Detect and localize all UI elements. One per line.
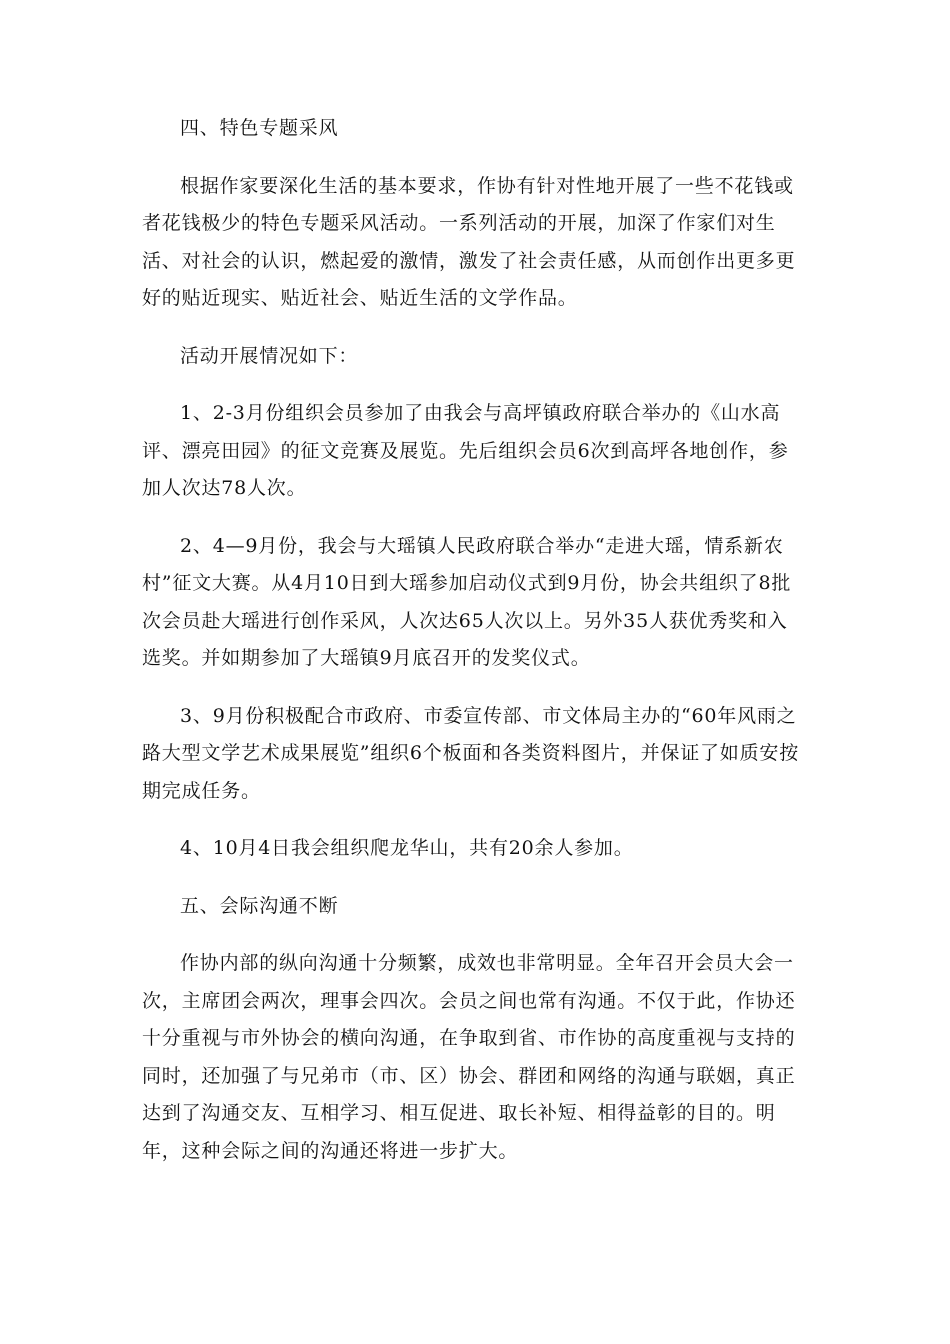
activities-lead-paragraph: 活动开展情况如下： bbox=[180, 344, 359, 367]
section-5-body-paragraph: 作协内部的纵向沟通十分频繁，成效也非常明显。全年召开会员大会一次，主席团会两次，理事会四次。会员之间也常有沟通。不仅于此，作协还十分重视与市外协会的横向沟通，在争取到省、市作协的高度重视与支持的同时，还加强了与兄弟市（市、区）协会、群团和网络的沟通与联姻，真正达到了沟通交友、互相学习、相互促进、取长补短、相得益彰的目的。明年，这种会际之间的沟通还将进一步扩大。 bbox=[142, 952, 796, 1162]
section-4-heading: 四、特色专题采风 bbox=[180, 117, 339, 139]
activity-item-4: 4、10月4日我会组织爬龙华山，共有20余人参加。 bbox=[180, 837, 634, 859]
document-content bbox=[142, 110, 807, 1190]
section-4-intro-paragraph: 根据作家要深化生活的基本要求，作协有针对性地开展了一些不花钱或者花钱极少的特色专题采风活动。一系列活动的开展，加深了作家们对生活、对社会的认识，燃起爱的激情，激发了社会责任感，从而创作出更多更好的贴近现实、贴近社会、贴近生活的文学作品。 bbox=[142, 174, 796, 309]
section-5-heading: 五、会际沟通不断 bbox=[180, 894, 339, 917]
activity-item-2: 2、4—9月份，我会与大瑶镇人民政府联合举办“走进大瑶，情系新农村”征文大赛。从4月10日到大瑶参加启动仪式到9月份，协会共组织了8批次会员赴大瑶进行创作采风，人次达65人次以上。另外35人获优秀奖和入选奖。并如期参加了大瑶镇9月底召开的发奖仪式。 bbox=[142, 534, 792, 669]
activity-item-3: 3、9月份积极配合市政府、市委宣传部、市文体局主办的“60年风雨之路大型文学艺术成果展览”组织6个板面和各类资料图片，并保证了如质安按期完成任务。 bbox=[142, 704, 800, 802]
activity-item-1: 1、2-3月份组织会员参加了由我会与高坪镇政府联合举办的《山水高评、漂亮田园》的征文竞赛及展览。先后组织会员6次到高坪各地创作，参加人次达78人次。 bbox=[142, 402, 789, 499]
